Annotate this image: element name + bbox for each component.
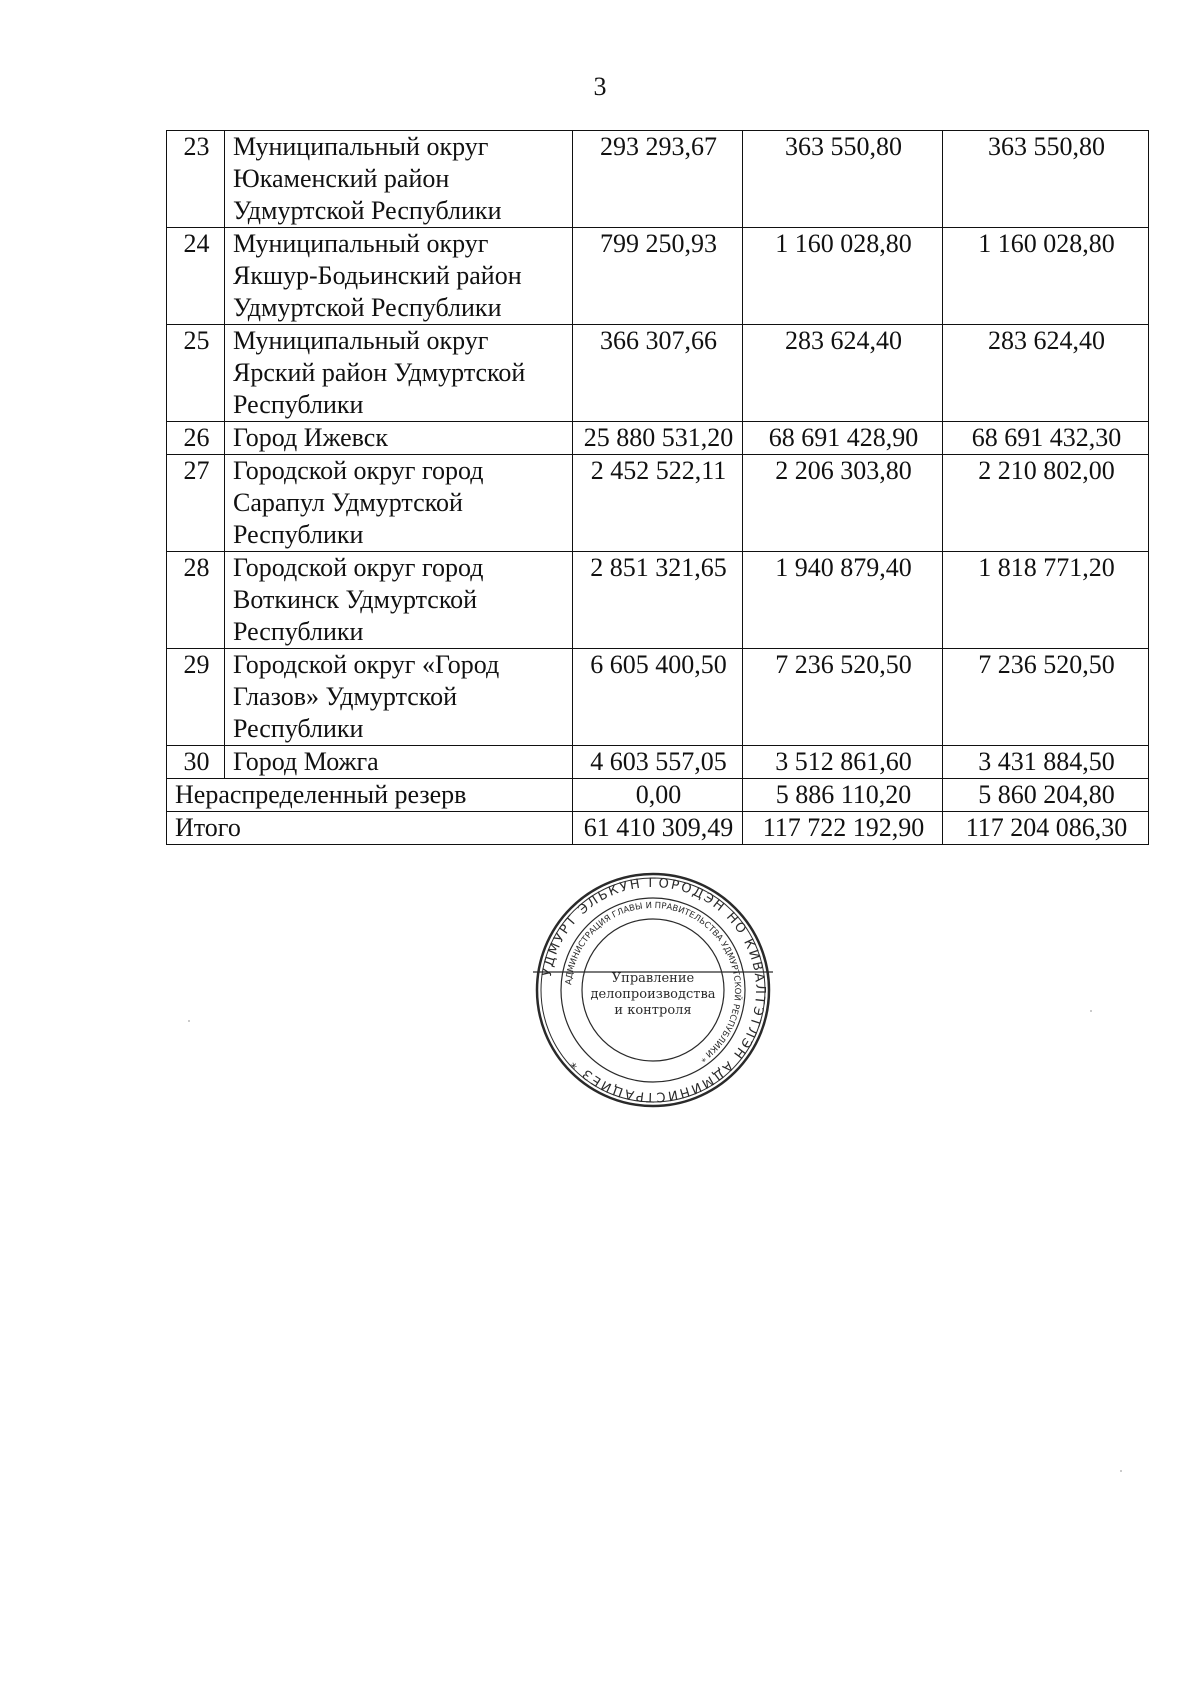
value-col-3: 3 431 884,50 xyxy=(943,746,1149,779)
table-row xyxy=(167,455,1149,552)
total-value-col-3: 117 204 086,30 xyxy=(943,812,1149,845)
row-number: 25 xyxy=(167,325,225,422)
seal-center-line: и контроля xyxy=(614,1003,692,1018)
table-row xyxy=(167,228,1149,325)
municipality-name: Муниципальный округ Якшур-Бодьинский район Удмуртской Республики xyxy=(225,228,573,325)
row-number: 24 xyxy=(167,228,225,325)
reserve-row xyxy=(167,779,1149,812)
row-number: 28 xyxy=(167,552,225,649)
value-col-2: 1 160 028,80 xyxy=(743,228,943,325)
scan-speck xyxy=(1120,1470,1122,1472)
table-row xyxy=(167,131,1149,228)
table-row xyxy=(167,325,1149,422)
value-col-1: 25 880 531,20 xyxy=(573,422,743,455)
value-col-1: 2 452 522,11 xyxy=(573,455,743,552)
municipality-name: Городской округ город Сарапул Удмуртской Республики xyxy=(225,455,573,552)
municipality-name: Муниципальный округ Юкаменский район Удмуртской Республики xyxy=(225,131,573,228)
total-value-col-2: 117 722 192,90 xyxy=(743,812,943,845)
official-seal xyxy=(533,870,773,1110)
row-number: 23 xyxy=(167,131,225,228)
table-row xyxy=(167,422,1149,455)
seal-center-line: делопроизводства xyxy=(590,987,716,1002)
total-label: Итого xyxy=(167,812,573,845)
value-col-2: 68 691 428,90 xyxy=(743,422,943,455)
value-col-1: 366 307,66 xyxy=(573,325,743,422)
row-number: 26 xyxy=(167,422,225,455)
total-value-col-1: 61 410 309,49 xyxy=(573,812,743,845)
total-row xyxy=(167,812,1149,845)
municipality-name: Городской округ «Город Глазов» Удмуртской Республики xyxy=(225,649,573,746)
row-number: 29 xyxy=(167,649,225,746)
row-number: 30 xyxy=(167,746,225,779)
municipality-name: Город Ижевск xyxy=(225,422,573,455)
seal-outer-ring-text: УДМУРТ ЭЛЬКУН ГОРОДЭН НО КИВАЛТЭТЛЭН АДМИНИСТРАЦИЕЗ * xyxy=(539,875,768,1105)
reserve-value-col-1: 0,00 xyxy=(573,779,743,812)
table-row xyxy=(167,552,1149,649)
value-col-1: 293 293,67 xyxy=(573,131,743,228)
seal-center-line: Управление xyxy=(611,971,695,986)
value-col-2: 3 512 861,60 xyxy=(743,746,943,779)
value-col-1: 4 603 557,05 xyxy=(573,746,743,779)
municipality-name: Город Можга xyxy=(225,746,573,779)
value-col-2: 363 550,80 xyxy=(743,131,943,228)
value-col-3: 363 550,80 xyxy=(943,131,1149,228)
scan-speck xyxy=(188,1020,190,1022)
budget-table xyxy=(166,130,1149,845)
row-number: 27 xyxy=(167,455,225,552)
value-col-2: 283 624,40 xyxy=(743,325,943,422)
seal-inner-ring-text: АДМИНИСТРАЦИЯ ГЛАВЫ И ПРАВИТЕЛЬСТВА УДМУРТСКОЙ РЕСПУБЛИКИ * xyxy=(564,900,743,1064)
value-col-2: 1 940 879,40 xyxy=(743,552,943,649)
reserve-value-col-3: 5 860 204,80 xyxy=(943,779,1149,812)
reserve-value-col-2: 5 886 110,20 xyxy=(743,779,943,812)
municipality-name: Городской округ город Воткинск Удмуртской Республики xyxy=(225,552,573,649)
reserve-label: Нераспределенный резерв xyxy=(167,779,573,812)
value-col-3: 68 691 432,30 xyxy=(943,422,1149,455)
value-col-3: 7 236 520,50 xyxy=(943,649,1149,746)
municipality-name: Муниципальный округ Ярский район Удмуртской Республики xyxy=(225,325,573,422)
value-col-1: 799 250,93 xyxy=(573,228,743,325)
value-col-2: 7 236 520,50 xyxy=(743,649,943,746)
table-row xyxy=(167,649,1149,746)
table-row xyxy=(167,746,1149,779)
scan-speck xyxy=(1090,1010,1092,1012)
value-col-3: 283 624,40 xyxy=(943,325,1149,422)
page-number: 3 xyxy=(593,72,607,101)
value-col-3: 2 210 802,00 xyxy=(943,455,1149,552)
value-col-1: 2 851 321,65 xyxy=(573,552,743,649)
value-col-2: 2 206 303,80 xyxy=(743,455,943,552)
value-col-1: 6 605 400,50 xyxy=(573,649,743,746)
value-col-3: 1 818 771,20 xyxy=(943,552,1149,649)
value-col-3: 1 160 028,80 xyxy=(943,228,1149,325)
